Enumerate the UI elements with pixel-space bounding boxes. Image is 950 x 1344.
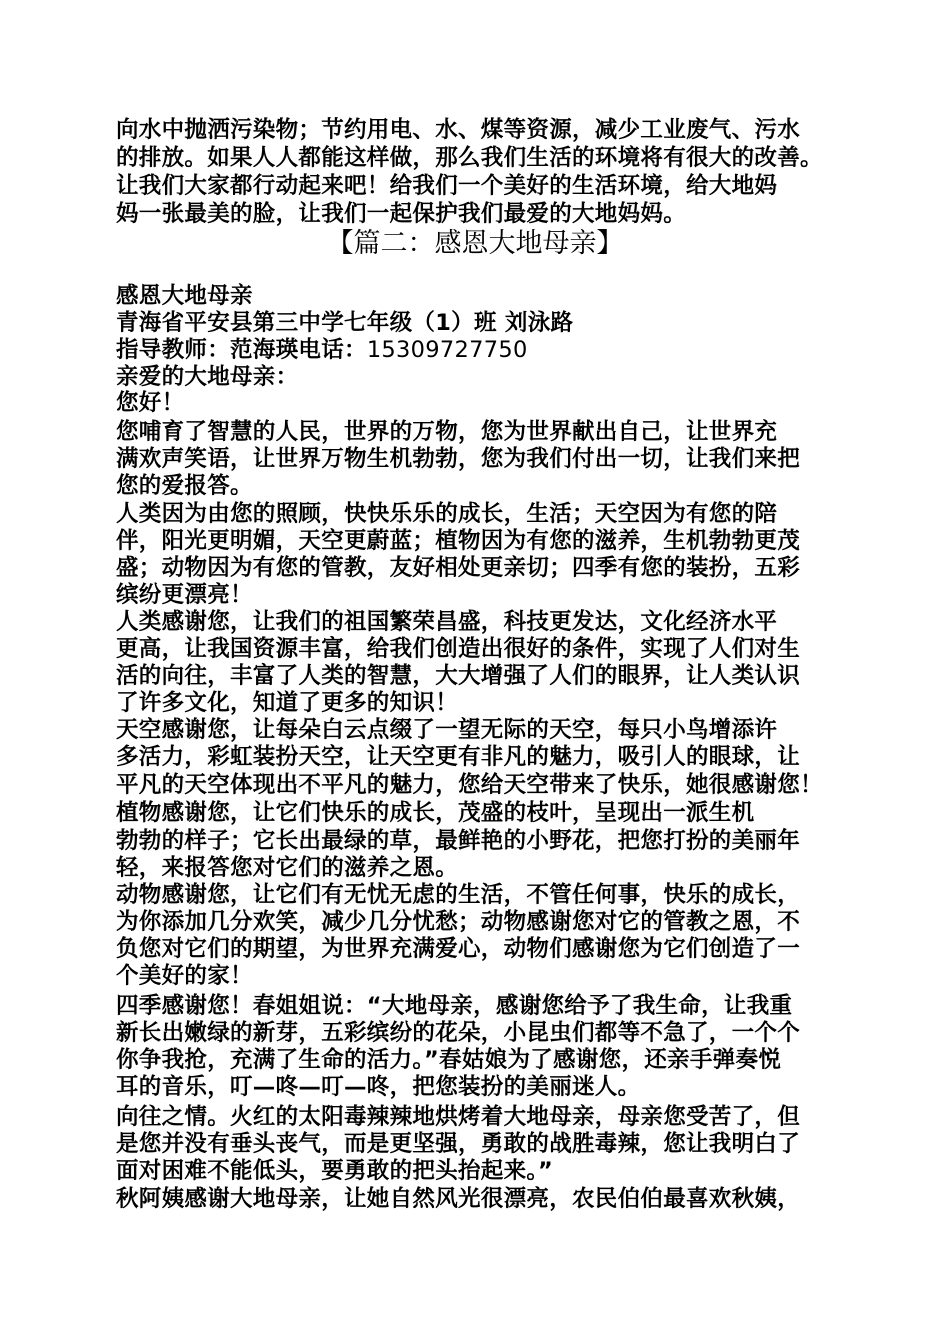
body-line: 您的爱报答。 xyxy=(116,473,253,499)
author-line: 青海省平安县第三中学七年级（1）班 刘泳路 xyxy=(116,310,574,336)
body-line: 秋阿姨感谢大地母亲，让她自然风光很漂亮，农民伯伯最喜欢秋姨， xyxy=(116,1186,801,1212)
body-line: 缤纷更漂亮！ xyxy=(116,582,253,608)
salutation: 亲爱的大地母亲： xyxy=(116,364,299,390)
body-line: 耳的音乐，叮—咚—叮—咚，把您装扮的美丽迷人。 xyxy=(116,1074,641,1100)
body-line: 动物感谢您，让它们有无忧无虑的生活，不管任何事，快乐的成长， xyxy=(116,882,801,908)
greeting: 您好！ xyxy=(116,390,185,416)
body-line: 盛；动物因为有您的管教，友好相处更亲切；四季有您的装扮，五彩 xyxy=(116,555,801,581)
body-line: 活的向往，丰富了人类的智慧，大大增强了人们的眼界，让人类认识 xyxy=(116,663,801,689)
body-line: 勃勃的样子；它长出最绿的草，最鲜艳的小野花，把您打扮的美丽年 xyxy=(116,828,801,854)
body-line: 个美好的家！ xyxy=(116,963,253,989)
body-line: 新长出嫩绿的新芽，五彩缤纷的花朵，小昆虫们都等不急了，一个个 xyxy=(116,1020,801,1046)
body-line: 天空感谢您，让每朵白云点缀了一望无际的天空，每只小鸟增添许 xyxy=(116,717,778,743)
intro-line: 让我们大家都行动起来吧！给我们一个美好的生活环境，给大地妈 xyxy=(116,173,778,199)
body-line: 了许多文化，知道了更多的知识！ xyxy=(116,690,459,716)
body-line: 向往之情。火红的太阳毒辣辣地烘烤着大地母亲，母亲您受苦了，但 xyxy=(116,1104,801,1130)
body-line: 你争我抢，充满了生命的活力。”春姑娘为了感谢您，还亲手弹奏悦 xyxy=(116,1047,782,1073)
body-line: 人类因为由您的照顾，快快乐乐的成长，生活；天空因为有您的陪 xyxy=(116,501,778,527)
body-line: 更高，让我国资源丰富，给我们创造出很好的条件，实现了人们对生 xyxy=(116,636,801,662)
body-line: 四季感谢您！春姐姐说：“大地母亲，感谢您给予了我生命，让我重 xyxy=(116,993,793,1019)
body-line: 植物感谢您，让它们快乐的成长，茂盛的枝叶，呈现出一派生机 xyxy=(116,800,755,826)
body-line: 是您并没有垂头丧气，而是更坚强，勇敢的战胜毒辣，您让我明白了 xyxy=(116,1131,801,1157)
body-line: 为你添加几分欢笑，减少几分忧愁；动物感谢您对它的管教之恩，不 xyxy=(116,909,801,935)
intro-line: 向水中抛洒污染物；节约用电、水、煤等资源，减少工业废气、污水 xyxy=(116,117,801,143)
essay-title: 感恩大地母亲 xyxy=(116,283,253,309)
teacher-phone: 15309727750 xyxy=(366,337,528,363)
body-line: 人类感谢您，让我们的祖国繁荣昌盛，科技更发达，文化经济水平 xyxy=(116,609,778,635)
body-line: 伴，阳光更明媚，天空更蔚蓝；植物因为有您的滋养，生机勃勃更茂 xyxy=(116,528,801,554)
intro-line: 的排放。如果人人都能这样做，那么我们生活的环境将有很大的改善。 xyxy=(116,145,823,171)
body-line: 平凡的天空体现出不平凡的魅力，您给天空带来了快乐，她很感谢您！ xyxy=(116,772,823,798)
body-line: 满欢声笑语，让世界万物生机勃勃，您为我们付出一切，让我们来把 xyxy=(116,446,801,472)
teacher-label: 指导教师：范海瑛电话： xyxy=(116,337,367,363)
body-line: 您哺育了智慧的人民，世界的万物，您为世界献出自己，让世界充 xyxy=(116,419,778,445)
teacher-line xyxy=(116,337,528,363)
section-heading: 【篇二：感恩大地母亲】 xyxy=(326,228,624,259)
body-line: 负您对它们的期望，为世界充满爱心，动物们感谢您为它们创造了一 xyxy=(116,936,801,962)
intro-line: 妈一张最美的脸，让我们一起保护我们最爱的大地妈妈。 xyxy=(116,201,687,227)
body-line: 轻，来报答您对它们的滋养之恩。 xyxy=(116,855,459,881)
body-line: 面对困难不能低头，要勇敢的把头抬起来。” xyxy=(116,1158,554,1184)
body-line: 多活力，彩虹装扮天空，让天空更有非凡的魅力，吸引人的眼球，让 xyxy=(116,744,801,770)
